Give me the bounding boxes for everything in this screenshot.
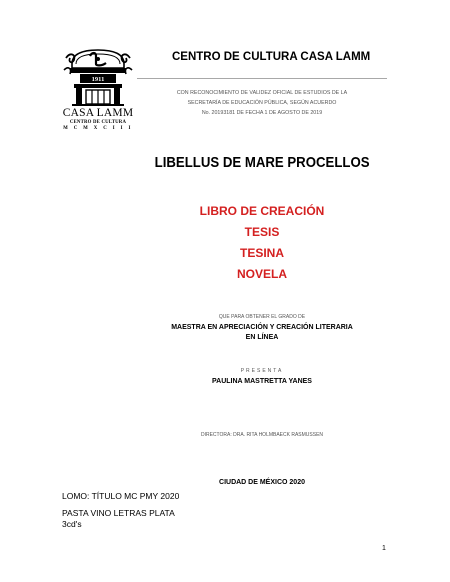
institution-name: CENTRO DE CULTURA CASA LAMM xyxy=(172,51,371,63)
author-name: PAULINA MASTRETTA YANES xyxy=(212,378,312,385)
logo-founding-year: M C M X C I I I xyxy=(63,126,133,131)
degree-name xyxy=(140,323,384,342)
place-and-year: CIUDAD DE MÉXICO 2020 xyxy=(219,479,305,486)
work-type-libro-de-creacion: LIBRO DE CREACIÓN xyxy=(199,204,325,218)
binding-note-cover: PASTA VINO LETRAS PLATA xyxy=(62,508,175,518)
presenta-label: PRESENTA xyxy=(240,368,284,374)
work-type-tesina: TESINA xyxy=(239,246,284,260)
binding-note-spine: LOMO: TÍTULO MC PMY 2020 xyxy=(62,491,180,501)
degree-line: MAESTRA EN APRECIACIÓN Y CREACIÓN LITERARIA xyxy=(171,324,353,331)
recognition-line: SECRETARÍA DE EDUCACIÓN PÚBLICA, SEGÚN ACUERDO xyxy=(187,100,337,106)
logo-subtitle: CENTRO DE CULTURA xyxy=(69,120,127,125)
degree-intro: QUE PARA OBTENER EL GRADO DE xyxy=(218,314,306,320)
page-number: 1 xyxy=(382,545,386,552)
document-title: LIBELLUS DE MARE PROCELLOS xyxy=(154,154,370,171)
binding-note-copies: 3cd's xyxy=(62,519,82,529)
header-divider xyxy=(137,78,387,79)
svg-text:1911: 1911 xyxy=(91,76,105,83)
recognition-line: CON RECONOCIMIENTO DE VALIDEZ OFICIAL DE ESTUDIOS DE LA xyxy=(176,90,348,96)
recognition-statement xyxy=(140,88,384,118)
recognition-line: No. 20193181 DE FECHA 1 DE AGOSTO DE 2019 xyxy=(201,110,323,116)
work-type-novela: NOVELA xyxy=(236,267,287,281)
degree-line: EN LÍNEA xyxy=(245,333,279,341)
director-line: DIRECTORA: DRA. RITA HOLMBAECK RASMUSSEN xyxy=(200,432,324,438)
logo-wordmark: CASA LAMM xyxy=(62,107,134,119)
work-type-tesis: TESIS xyxy=(244,225,280,239)
